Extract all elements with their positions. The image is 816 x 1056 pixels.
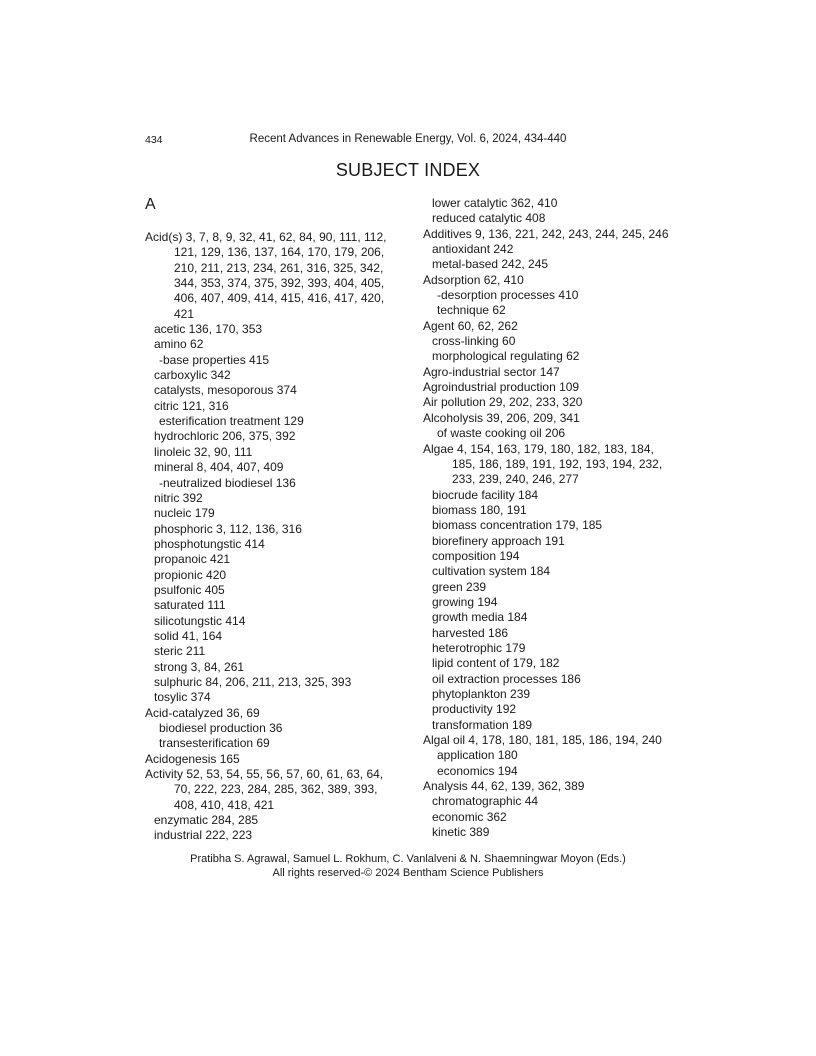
index-subentry: esterification treatment 129	[159, 414, 304, 429]
index-entry-continuation: 233, 239, 240, 246, 277	[452, 472, 579, 487]
index-subentry: catalysts, mesoporous 374	[154, 383, 297, 398]
index-subentry: biodiesel production 36	[159, 721, 283, 735]
index-subentry: phytoplankton 239	[432, 687, 531, 701]
index-subentry: reduced catalytic 408	[432, 211, 546, 226]
index-entry: Acid(s) 3, 7, 8, 9, 32, 41, 62, 84, 90, 111, 112,	[145, 230, 387, 244]
index-column-left	[145, 230, 410, 844]
index-entry-continuation: 121, 129, 136, 137, 164, 170, 179, 206,	[174, 245, 385, 260]
index-entry: Acidogenesis 165	[145, 751, 240, 766]
index-subentry: hydrochloric 206, 375, 392	[154, 429, 296, 444]
index-subentry: phosphoric 3, 112, 136, 316	[154, 521, 302, 536]
index-subentry: kinetic 389	[432, 825, 490, 840]
index-subentry: cultivation system 184	[432, 564, 551, 579]
index-subentry: -base properties 415	[159, 352, 270, 367]
index-subentry: lower catalytic 362, 410	[432, 196, 558, 210]
index-subentry: amino 62	[154, 337, 204, 352]
index-subentry: silicotungstic 414	[154, 613, 246, 628]
index-entry: Activity 52, 53, 54, 55, 56, 57, 60, 61, 63, 64,	[145, 767, 384, 782]
index-entry: Alcoholysis 39, 206, 209, 341	[423, 410, 580, 425]
index-subentry: saturated 111	[154, 598, 226, 613]
index-subentry: oil extraction processes 186	[432, 671, 581, 686]
index-subentry: nitric 392	[154, 490, 203, 505]
index-entry: Adsorption 62, 410	[423, 272, 524, 287]
page-number: 434	[145, 134, 163, 146]
index-subentry: harvested 186	[432, 625, 509, 640]
index-subentry: transesterification 69	[159, 736, 270, 751]
index-subentry: growth media 184	[432, 610, 528, 625]
index-subentry: acetic 136, 170, 353	[154, 322, 263, 337]
section-letter: A	[145, 196, 156, 213]
index-entry-continuation: 344, 353, 374, 375, 392, 393, 404, 405,	[174, 276, 385, 291]
index-subentry: technique 62	[437, 303, 506, 318]
index-entry: Agro-industrial sector 147	[423, 364, 560, 379]
index-subentry: transformation 189	[432, 717, 533, 732]
index-subentry: application 180	[437, 748, 518, 763]
index-entry: Agroindustrial production 109	[423, 380, 580, 395]
footer-rights: All rights reserved-© 2024 Bentham Science Publishers	[272, 867, 544, 879]
page-title: SUBJECT INDEX	[335, 160, 481, 180]
index-subentry: steric 211	[154, 644, 206, 659]
index-subentry: industrial 222, 223	[154, 828, 253, 843]
index-subentry: biomass 180, 191	[432, 502, 527, 517]
index-subentry: chromatographic 44	[432, 794, 539, 809]
index-entry: Agent 60, 62, 262	[423, 318, 518, 333]
index-subentry: economic 362	[432, 809, 507, 824]
index-entry-continuation: 421	[174, 306, 195, 321]
index-entry-continuation: 185, 186, 189, 191, 192, 193, 194, 232,	[452, 456, 663, 471]
footer-editors: Pratibha S. Agrawal, Samuel L. Rokhum, C. Vanlalveni & N. Shaemningwar Moyon (Eds.)	[190, 853, 626, 865]
index-column-right	[423, 196, 693, 840]
index-subentry: cross-linking 60	[432, 334, 516, 349]
index-subentry: phosphotungstic 414	[154, 536, 265, 551]
index-subentry: composition 194	[432, 548, 520, 563]
index-subentry: metal-based 242, 245	[432, 257, 549, 272]
index-entry-continuation: 406, 407, 409, 414, 415, 416, 417, 420,	[174, 291, 385, 306]
index-subentry: lipid content of 179, 182	[432, 656, 560, 671]
index-subentry: carboxylic 342	[154, 368, 231, 383]
index-subentry: citric 121, 316	[154, 398, 229, 413]
index-subentry: mineral 8, 404, 407, 409	[154, 460, 284, 475]
index-subentry: heterotrophic 179	[432, 640, 526, 655]
journal-header: Recent Advances in Renewable Energy, Vol. 6, 2024, 434-440	[249, 133, 567, 145]
index-subentry: biorefinery approach 191	[432, 533, 565, 548]
index-subentry: growing 194	[432, 594, 498, 609]
index-entry: Analysis 44, 62, 139, 362, 389	[423, 779, 585, 794]
index-subentry: -neutralized biodiesel 136	[159, 475, 296, 490]
index-subentry: tosylic 374	[154, 690, 211, 705]
index-entry-continuation: 408, 410, 418, 421	[174, 797, 275, 812]
index-subentry: propionic 420	[154, 567, 227, 582]
index-entry: Algal oil 4, 178, 180, 181, 185, 186, 194, 240	[423, 733, 662, 748]
index-subentry: green 239	[432, 579, 487, 594]
index-subentry: morphological regulating 62	[432, 349, 580, 364]
index-subentry: solid 41, 164	[154, 628, 223, 643]
index-subentry: nucleic 179	[154, 506, 215, 521]
index-entry: Air pollution 29, 202, 233, 320	[423, 395, 583, 410]
index-subentry: strong 3, 84, 261	[154, 659, 245, 674]
index-entry-continuation: 70, 222, 223, 284, 285, 362, 389, 393,	[174, 782, 378, 797]
index-entry-continuation: 210, 211, 213, 234, 261, 316, 325, 342,	[174, 260, 384, 275]
index-entry: Acid-catalyzed 36, 69	[145, 705, 260, 720]
index-entry: Algae 4, 154, 163, 179, 180, 182, 183, 184,	[423, 441, 654, 456]
index-subentry: biocrude facility 184	[432, 487, 539, 502]
index-subentry: biomass concentration 179, 185	[432, 518, 603, 533]
index-subentry: sulphuric 84, 206, 211, 213, 325, 393	[154, 674, 352, 689]
index-subentry: psulfonic 405	[154, 582, 225, 597]
index-subentry: economics 194	[437, 763, 518, 778]
index-subentry: enzymatic 284, 285	[154, 813, 259, 828]
index-subentry: linoleic 32, 90, 111	[154, 444, 253, 459]
index-subentry: productivity 192	[432, 702, 517, 717]
index-subentry: propanoic 421	[154, 552, 231, 567]
index-subentry: antioxidant 242	[432, 242, 514, 257]
index-subentry: -desorption processes 410	[437, 288, 579, 303]
index-entry: Additives 9, 136, 221, 242, 243, 244, 245, 246	[423, 226, 669, 241]
index-subentry: of waste cooking oil 206	[437, 426, 566, 441]
